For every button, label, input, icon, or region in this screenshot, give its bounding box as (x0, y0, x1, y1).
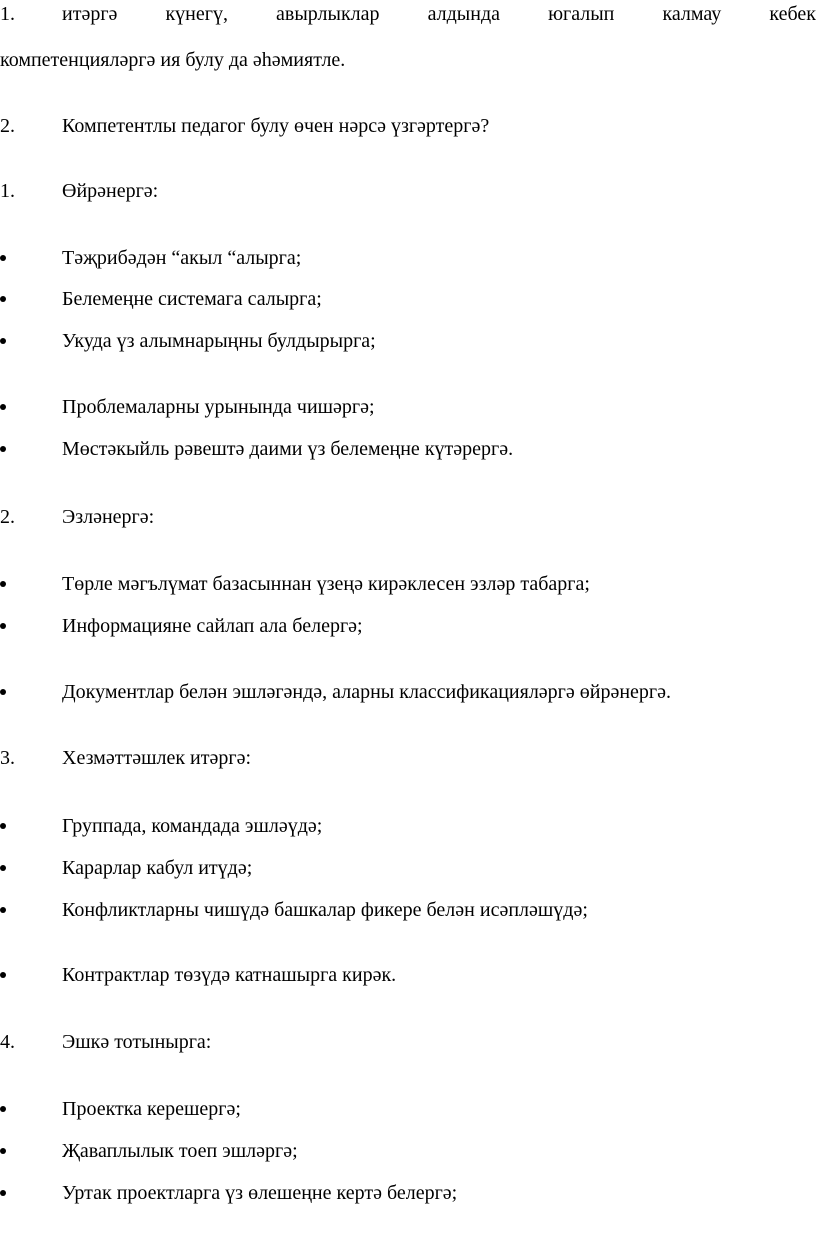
bullet-icon (0, 623, 6, 629)
section-heading-text: Хезмәттәшлек итәргә: (62, 747, 252, 769)
intro-text: компетенцияләргә ия булу да әһәмиятле. (0, 49, 346, 71)
section-heading-text: Өйрәнергә: (62, 180, 159, 202)
intro-word: күнегү, (165, 3, 228, 25)
intro-word: авырлыклар (276, 3, 380, 25)
list-item-text: Карарлар кабул итүдә; (62, 857, 253, 879)
list-item-text: Конфликтларны чишүдә башкалар фикере белән исәпләшүдә; (62, 899, 588, 921)
intro-line-1-words (62, 2, 816, 26)
list-item-text: Контрактлар төзүдә катнашырга кирәк. (62, 964, 397, 986)
list-item-text: Төрле мәгълүмат базасыннан үзеңә кирәклесен эзләр табарга; (62, 573, 590, 595)
bullet-icon (0, 338, 6, 344)
list-item-text: Белемеңне системага салырга; (62, 288, 322, 310)
bullet-icon (0, 865, 6, 871)
intro-word: кебек (769, 3, 816, 25)
list-item-text: Группада, командада эшләүдә; (62, 815, 323, 837)
intro-word: югалып (548, 3, 615, 25)
bullet-icon (0, 1148, 6, 1154)
intro-line-2 (0, 48, 816, 72)
list-item-text: Укуда үз алымнарыңны булдырырга; (62, 330, 376, 352)
list-number: 4. (0, 1031, 15, 1053)
list-number: 3. (0, 747, 15, 769)
intro-word: калмау (662, 3, 722, 25)
list-item-text: Тәҗрибәдән “акыл “алырга; (62, 247, 302, 269)
bullet-icon (0, 255, 6, 261)
list-item-text: Документлар белән эшләгәндә, аларны классификацияләргә өйрәнергә. (62, 681, 671, 703)
bullet-icon (0, 446, 6, 452)
list-item-text: Информацияне сайлап ала белергә; (62, 615, 363, 637)
section-heading-text: Эшкә тотынырга: (62, 1031, 212, 1053)
bullet-icon (0, 907, 6, 913)
bullet-icon (0, 404, 6, 410)
bullet-icon (0, 1106, 6, 1112)
bullet-icon (0, 972, 6, 978)
list-item-text: Җаваплылык тоеп эшләргә; (62, 1140, 298, 1162)
list-number: 1. (0, 180, 15, 202)
bullet-icon (0, 581, 6, 587)
list-item-text: Проектка керешергә; (62, 1098, 241, 1120)
question-text: Компетентлы педагог булу өчен нәрсә үзгәртергә? (62, 115, 490, 137)
bullet-icon (0, 823, 6, 829)
list-number: 1. (0, 3, 15, 25)
intro-word: алдында (427, 3, 500, 25)
list-number: 2. (0, 115, 15, 137)
list-number: 2. (0, 506, 15, 528)
list-item-text: Уртак проектларга үз өлешеңне кертә белергә; (62, 1182, 458, 1204)
list-item-text: Проблемаларны урынында чишәргә; (62, 396, 375, 418)
bullet-icon (0, 296, 6, 302)
list-item-text: Мөстәкыйль рәвештә даими үз белемеңне күтәрергә. (62, 438, 514, 460)
bullet-icon (0, 689, 6, 695)
section-heading-text: Эзләнергә: (62, 506, 155, 528)
bullet-icon (0, 1190, 6, 1196)
intro-word: итәргә (62, 3, 118, 25)
